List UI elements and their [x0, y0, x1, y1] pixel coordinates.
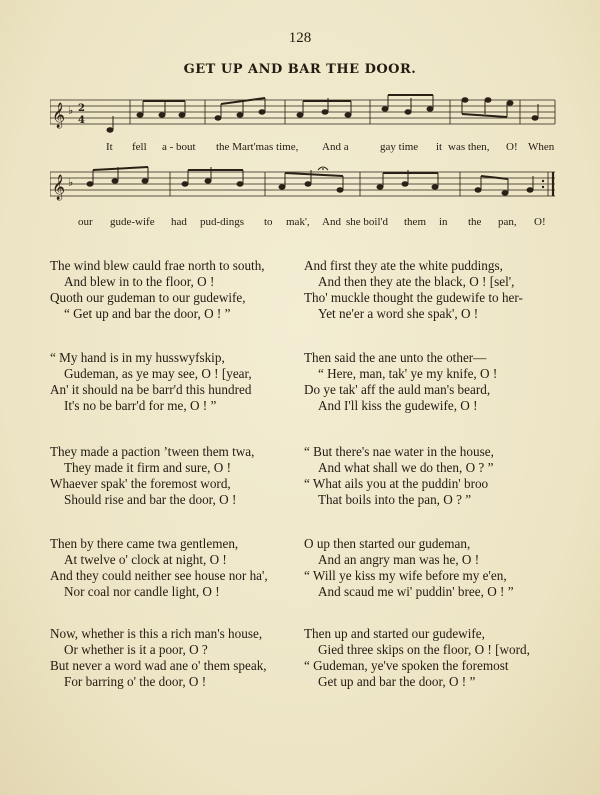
stanza-left-1 [50, 258, 265, 322]
verse-line: And then they ate the black, O ! [sel', [318, 274, 515, 289]
verse-line: And what shall we do then, O ? ” [318, 460, 494, 475]
verse-line: They made a paction ’tween them twa, [50, 444, 255, 459]
verse-line: Gied three skips on the floor, O ! [word, [318, 642, 530, 657]
stanza-left-3 [50, 444, 254, 508]
svg-text:♭: ♭ [68, 176, 74, 189]
verse-line: Then by there came twa gentlemen, [50, 536, 239, 551]
verse-line: Gudeman, as ye may see, O ! [year, [64, 366, 252, 381]
verse-line: And scaud me wi' puddin' bree, O ! ” [318, 584, 514, 599]
lyric-syllable: pud-dings [200, 216, 244, 228]
verse-line: Get up and bar the door, O ! ” [318, 674, 476, 689]
music-notation-2 [50, 164, 560, 206]
verse-line: Whaever spak' the foremost word, [50, 476, 231, 491]
lyric-syllable: mak', [286, 216, 310, 228]
verse-line: Now, whether is this a rich man's house, [50, 626, 263, 641]
stanza-left-5 [50, 626, 267, 690]
lyric-syllable: the [468, 216, 482, 228]
verse-line: “ Will ye kiss my wife before my e'en, [304, 568, 507, 583]
lyric-syllable: When [528, 141, 555, 153]
verse-line: For barring o' the door, O ! [64, 674, 207, 689]
lyric-syllable: gude-wife [110, 216, 155, 228]
verse-line: O up then started our gudeman, [304, 536, 471, 551]
stanza-right-1 [304, 258, 523, 322]
verse-line: And first they ate the white puddings, [304, 258, 503, 273]
song-title: GET UP AND BAR THE DOOR. [183, 62, 417, 77]
lyric-syllable: she boil'd [346, 216, 389, 228]
stanza-right-4 [304, 536, 514, 600]
verse-line: Do ye tak' aff the auld man's beard, [304, 382, 491, 397]
verse-line: But never a word wad ane o' them speak, [50, 658, 267, 673]
verse-line: At twelve o' clock at night, O ! [64, 552, 227, 567]
verse-line: Tho' muckle thought the gudewife to her- [304, 290, 523, 305]
music-lyrics-line-1 [50, 141, 560, 157]
lyric-syllable: a - bout [162, 141, 196, 153]
lyric-syllable: had [171, 216, 187, 228]
verse-line: “ But there's nae water in the house, [304, 444, 494, 459]
lyric-syllable: was then, [448, 141, 490, 153]
svg-text:4: 4 [78, 115, 85, 126]
lyric-syllable: fell [132, 141, 147, 153]
lyric-syllable: gay time [380, 141, 419, 153]
verse-line: And an angry man was he, O ! [318, 552, 480, 567]
lyric-syllable: And a [322, 141, 349, 153]
verse-line: The wind blew cauld frae north to south, [50, 258, 265, 273]
lyric-syllable: pan, [498, 216, 517, 228]
music-staff-2 [50, 164, 560, 206]
verse-line: “ Gudeman, ye've spoken the foremost [304, 658, 509, 673]
stanza-right-3 [304, 444, 494, 508]
verse-line: And they could neither see house nor ha', [50, 568, 268, 583]
music-staff-1 [50, 92, 560, 134]
lyric-syllable: O! [506, 141, 518, 153]
stanza-left-2 [50, 350, 252, 414]
verse-line: Yet ne'er a word she spak', O ! [318, 306, 479, 321]
svg-text:2: 2 [78, 103, 85, 114]
stanza-left-4 [50, 536, 268, 600]
lyric-syllable: And [322, 216, 341, 228]
lyric-syllable: in [439, 216, 448, 228]
page-number: 128 [288, 30, 312, 46]
verse-line: “ My hand is in my husswyfskip, [50, 350, 225, 365]
music-lyrics-line-2 [50, 216, 560, 232]
lyric-syllable: to [264, 216, 273, 228]
verse-line: Then up and started our gudewife, [304, 626, 485, 641]
svg-text:𝄞: 𝄞 [52, 175, 66, 200]
verse-line: Nor coal nor candle light, O ! [64, 584, 220, 599]
verse-line: “ Here, man, tak' ye my knife, O ! [318, 366, 498, 381]
verse-line: Quoth our gudeman to our gudewife, [50, 290, 246, 305]
stanza-right-5 [304, 626, 530, 690]
svg-text:♭: ♭ [68, 104, 74, 117]
stanza-right-2 [304, 350, 497, 414]
verse-line: An' it should na be barr'd this hundred [50, 382, 252, 397]
verse-line: “ What ails you at the puddin' broo [304, 476, 489, 491]
lyric-syllable: O! [534, 216, 546, 228]
lyric-syllable: them [404, 216, 426, 228]
verse-line: That boils into the pan, O ? ” [318, 492, 472, 507]
lyric-syllable: It [106, 141, 113, 153]
verse-line: It's no be barr'd for me, O ! ” [64, 398, 217, 413]
verse-line: And blew in to the floor, O ! [64, 274, 215, 289]
verse-line: They made it firm and sure, O ! [64, 460, 231, 475]
verse-line: “ Get up and bar the door, O ! ” [64, 306, 231, 321]
lyric-syllable: it [436, 141, 443, 153]
verse-line: Or whether is it a poor, O ? [64, 642, 208, 657]
lyric-syllable: our [78, 216, 93, 228]
verse-line: Should rise and bar the door, O ! [64, 492, 237, 507]
verse-line: Then said the ane unto the other— [304, 350, 487, 365]
lyric-syllable: the Mart'mas time, [216, 141, 299, 153]
svg-text:𝄞: 𝄞 [52, 103, 66, 128]
verse-line: And I'll kiss the gudewife, O ! [318, 398, 478, 413]
music-notation-1 [50, 92, 560, 134]
